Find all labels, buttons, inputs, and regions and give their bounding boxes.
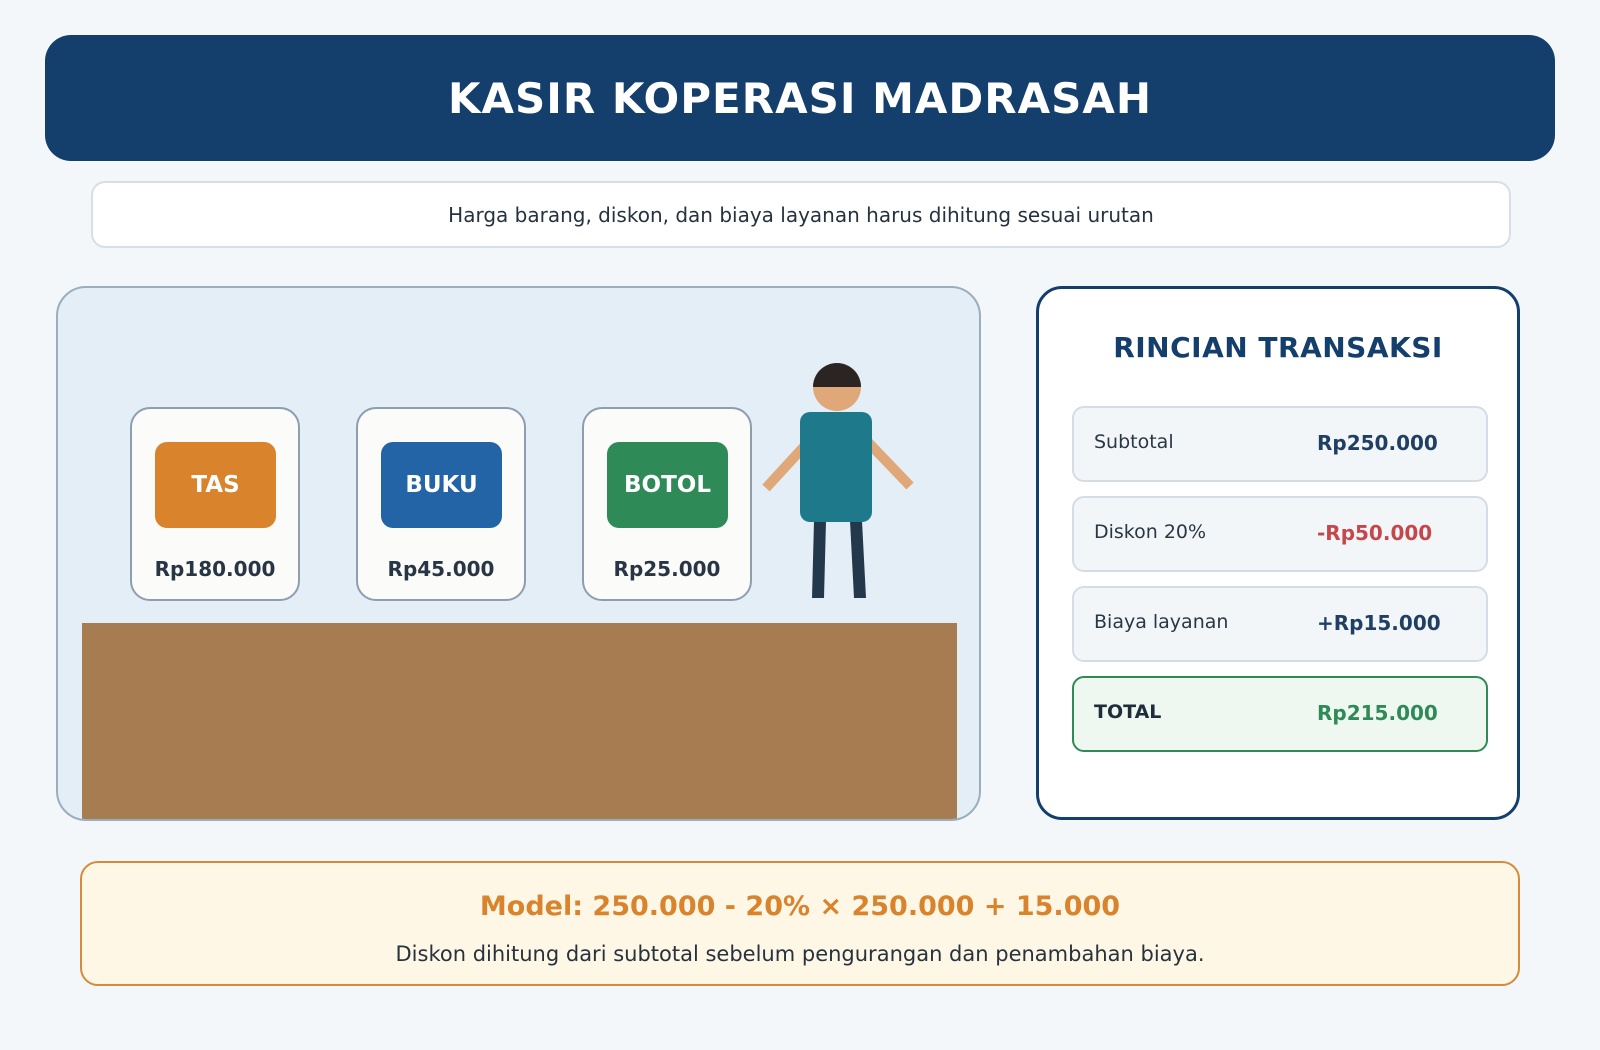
product-badge: TAS (155, 442, 276, 528)
product-price: Rp25.000 (613, 557, 721, 581)
summary-row-service-fee (1072, 586, 1488, 662)
instruction-box (91, 181, 1511, 248)
cashier-arm-right (866, 440, 910, 486)
row-value: Rp215.000 (1317, 701, 1438, 725)
header-banner (45, 35, 1555, 161)
row-label: Subtotal (1094, 431, 1174, 453)
row-label: TOTAL (1094, 701, 1162, 723)
model-box (80, 861, 1520, 986)
cashier-leg-left (812, 521, 826, 598)
product-price: Rp45.000 (387, 557, 495, 581)
product-badge: BUKU (381, 442, 502, 528)
instruction-text: Harga barang, diskon, dan biaya layanan harus dihitung sesuai urutan (448, 202, 1154, 227)
counter-desk (82, 623, 957, 821)
product-badge: BOTOL (607, 442, 728, 528)
cashier-body (800, 412, 872, 522)
row-value: -Rp50.000 (1317, 521, 1433, 545)
row-value: +Rp15.000 (1317, 611, 1441, 635)
summary-title: RINCIAN TRANSAKSI (1113, 331, 1443, 364)
row-label: Diskon 20% (1094, 521, 1207, 543)
page-title: KASIR KOPERASI MADRASAH (448, 73, 1152, 123)
summary-row-total (1072, 676, 1488, 752)
summary-row-subtotal (1072, 406, 1488, 482)
cashier-leg-right (850, 521, 866, 598)
cashier-scene (56, 286, 981, 821)
row-label: Biaya layanan (1094, 611, 1229, 633)
transaction-summary-panel (1036, 286, 1520, 820)
model-note: Diskon dihitung dari subtotal sebelum pengurangan dan penambahan biaya. (395, 942, 1205, 966)
model-formula: Model: 250.000 - 20% × 250.000 + 15.000 (479, 891, 1121, 922)
cashier-hair (813, 363, 861, 387)
row-value: Rp250.000 (1317, 431, 1438, 455)
summary-row-discount (1072, 496, 1488, 572)
product-price: Rp180.000 (154, 557, 276, 581)
